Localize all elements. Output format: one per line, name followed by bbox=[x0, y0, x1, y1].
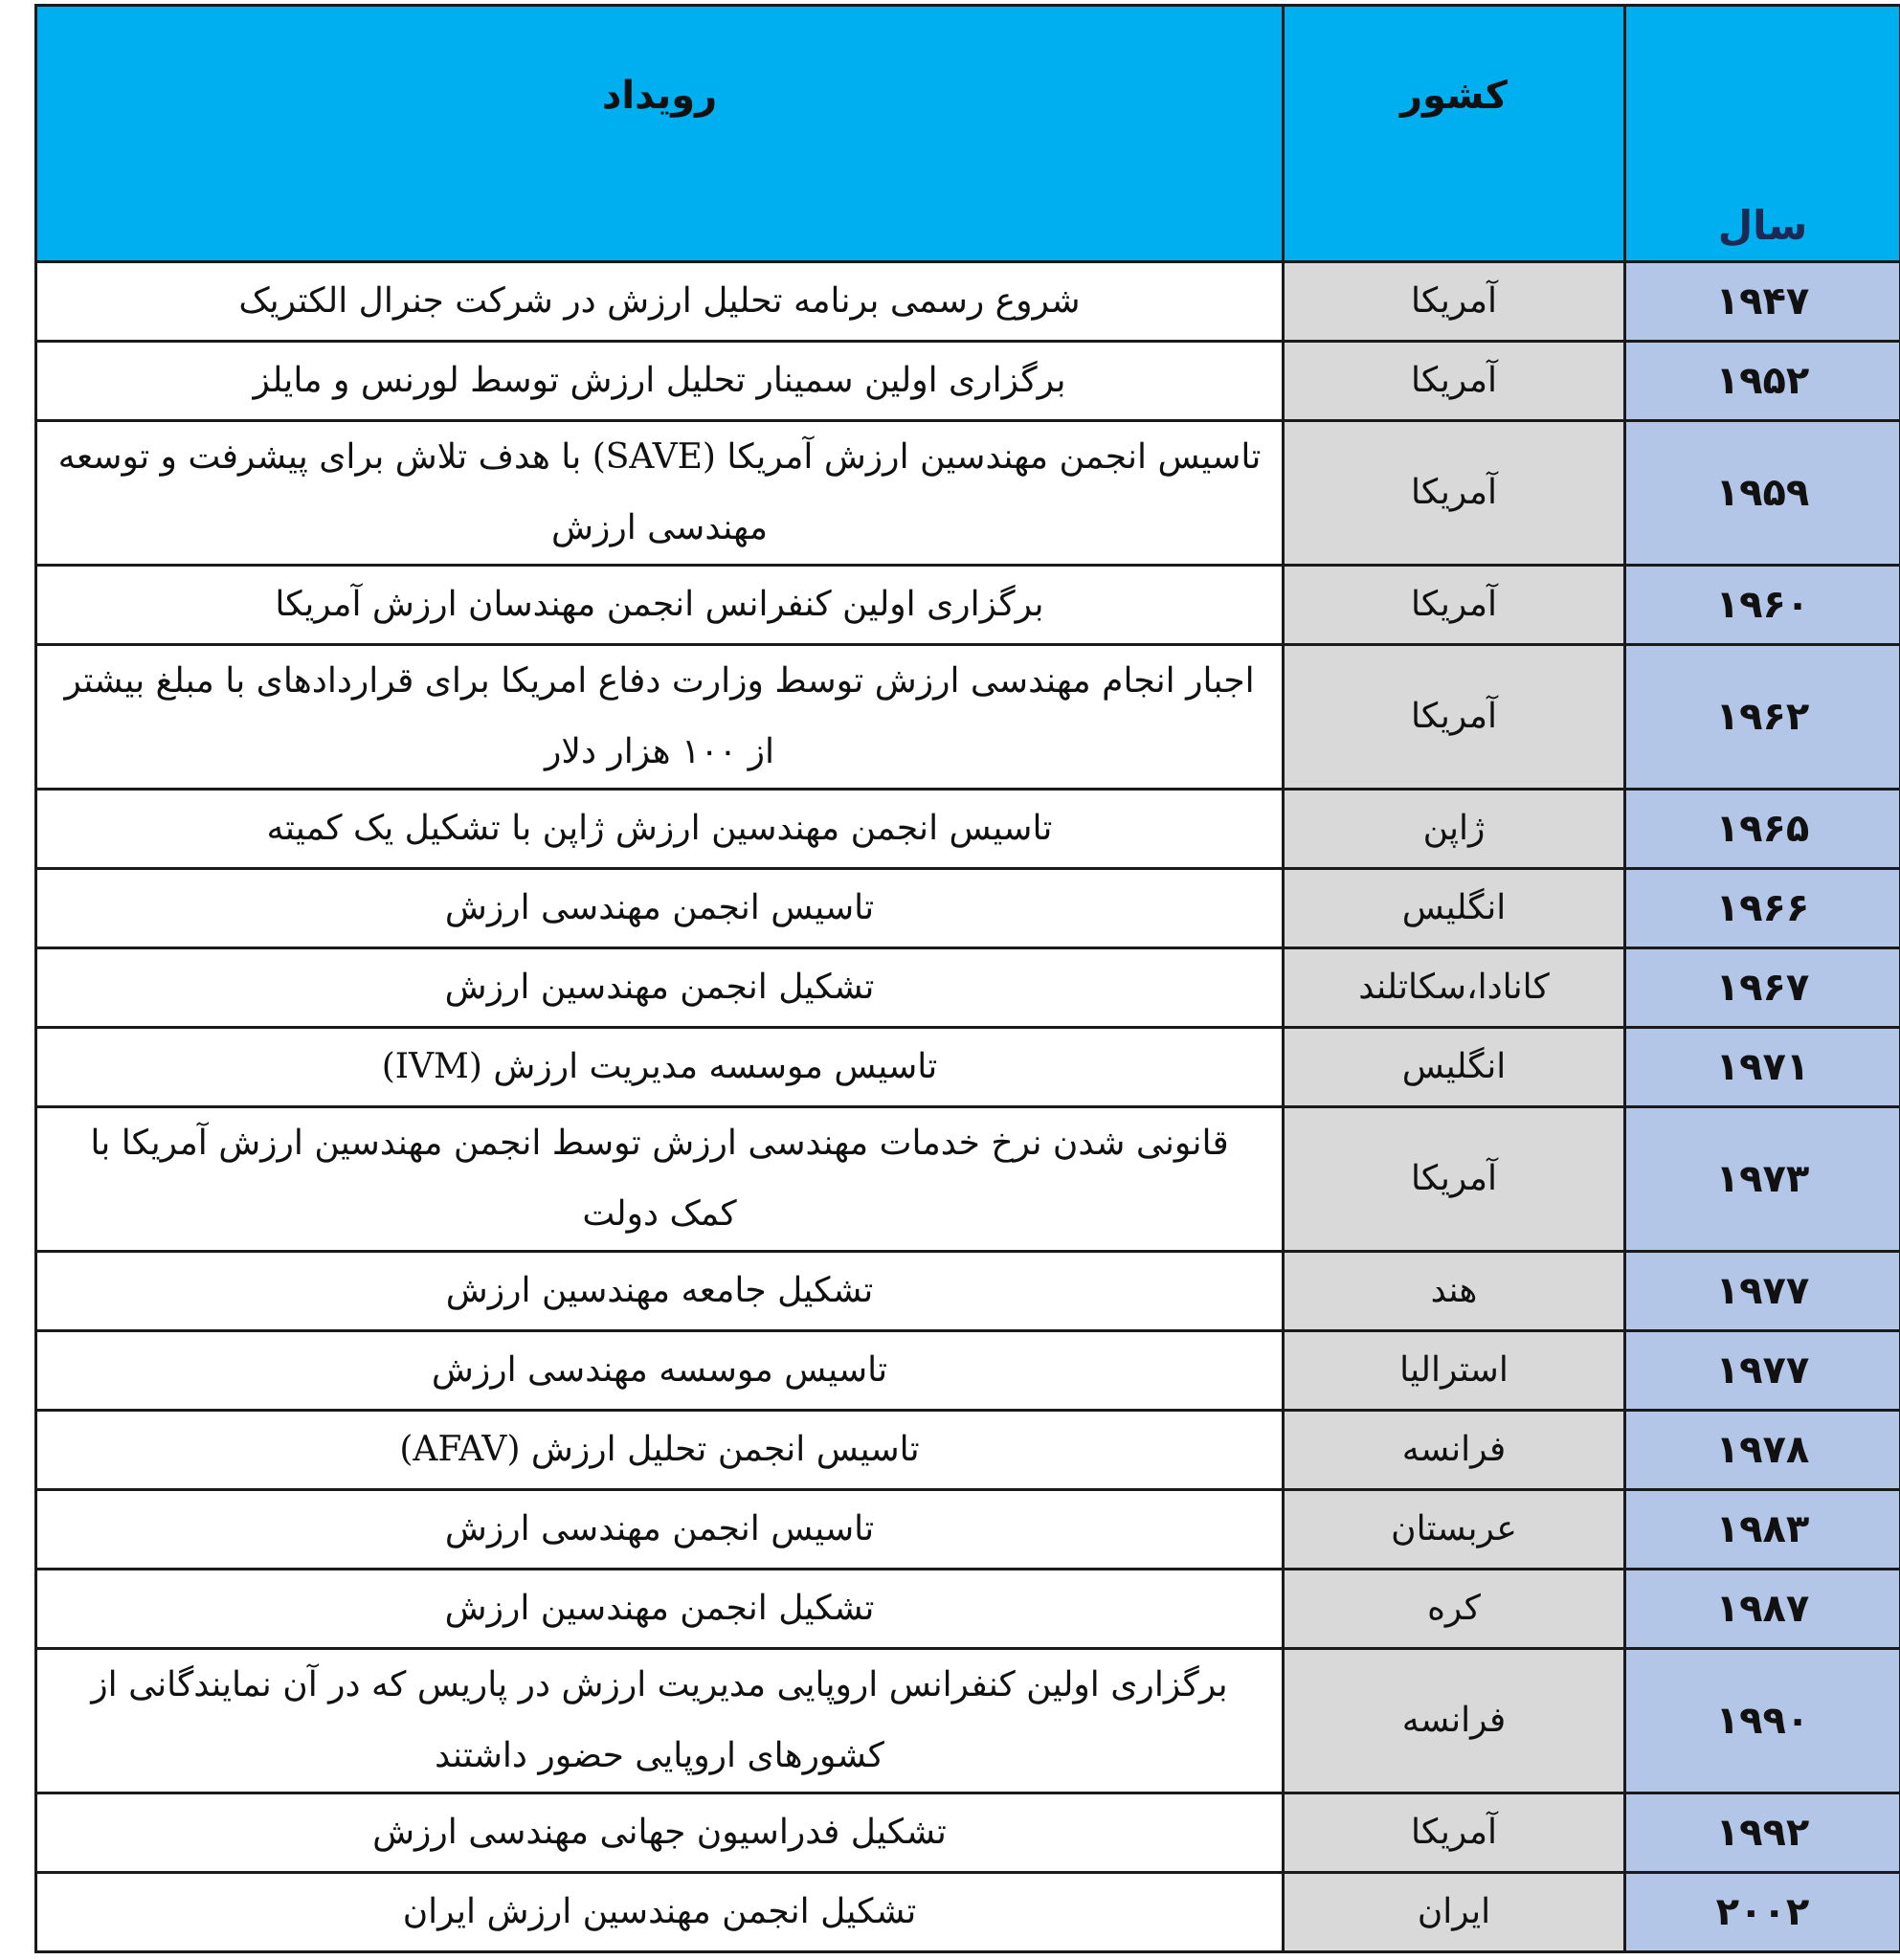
event-cell: تاسیس موسسه مدیریت ارزش (IVM) bbox=[36, 1028, 1284, 1107]
country-cell: استرالیا bbox=[1284, 1331, 1625, 1411]
table-row bbox=[36, 1331, 1900, 1411]
event-cell: تشکیل انجمن مهندسین ارزش bbox=[36, 948, 1284, 1028]
event-cell: برگزاری اولین سمینار تحلیل ارزش توسط لورنس و مایلز bbox=[36, 342, 1284, 421]
year-cell: ۱۹۵۹ bbox=[1625, 421, 1900, 566]
year-cell: ۱۹۴۷ bbox=[1625, 262, 1900, 342]
country-cell: ایران bbox=[1284, 1873, 1625, 1952]
year-cell: ۱۹۶۰ bbox=[1625, 566, 1900, 645]
table-row bbox=[36, 1028, 1900, 1107]
event-cell: تاسیس انجمن تحلیل ارزش (AFAV) bbox=[36, 1411, 1284, 1490]
event-cell: تاسیس انجمن مهندسی ارزش bbox=[36, 869, 1284, 948]
year-cell: ۱۹۹۲ bbox=[1625, 1793, 1900, 1873]
country-cell: آمریکا bbox=[1284, 1107, 1625, 1252]
year-cell: ۱۹۸۳ bbox=[1625, 1490, 1900, 1570]
header-year: سال bbox=[1625, 6, 1900, 262]
year-cell: ۲۰۰۲ bbox=[1625, 1873, 1900, 1952]
country-cell: ژاپن bbox=[1284, 790, 1625, 869]
year-cell: ۱۹۵۲ bbox=[1625, 342, 1900, 421]
history-table-container bbox=[34, 4, 1899, 1953]
table-row bbox=[36, 1252, 1900, 1331]
event-cell: تاسیس انجمن مهندسین ارزش آمریکا (SAVE) با هدف تلاش برای پیشرفت و توسعه مهندسی ارزش bbox=[36, 421, 1284, 566]
country-cell: هند bbox=[1284, 1252, 1625, 1331]
event-cell: قانونی شدن نرخ خدمات مهندسی ارزش توسط انجمن مهندسین ارزش آمریکا با کمک دولت bbox=[36, 1107, 1284, 1252]
year-cell: ۱۹۶۵ bbox=[1625, 790, 1900, 869]
event-cell: برگزاری اولین کنفرانس اروپایی مدیریت ارزش در پاریس که در آن نمایندگانی از کشورهای اروپایی حضور داشتند bbox=[36, 1649, 1284, 1793]
table-row bbox=[36, 1570, 1900, 1649]
year-cell: ۱۹۷۱ bbox=[1625, 1028, 1900, 1107]
event-cell: برگزاری اولین کنفرانس انجمن مهندسان ارزش آمریکا bbox=[36, 566, 1284, 645]
year-cell: ۱۹۹۰ bbox=[1625, 1649, 1900, 1793]
country-cell: عربستان bbox=[1284, 1490, 1625, 1570]
country-cell: انگلیس bbox=[1284, 869, 1625, 948]
table-row bbox=[36, 1873, 1900, 1952]
table-row bbox=[36, 645, 1900, 790]
event-cell: تشکیل انجمن مهندسین ارزش ایران bbox=[36, 1873, 1284, 1952]
table-row bbox=[36, 1490, 1900, 1570]
event-cell: تاسیس انجمن مهندسی ارزش bbox=[36, 1490, 1284, 1570]
country-cell: انگلیس bbox=[1284, 1028, 1625, 1107]
year-cell: ۱۹۶۲ bbox=[1625, 645, 1900, 790]
country-cell: فرانسه bbox=[1284, 1649, 1625, 1793]
header-country: کشور bbox=[1284, 6, 1625, 262]
country-cell: آمریکا bbox=[1284, 262, 1625, 342]
event-cell: تاسیس موسسه مهندسی ارزش bbox=[36, 1331, 1284, 1411]
table-row bbox=[36, 869, 1900, 948]
table-row bbox=[36, 1649, 1900, 1793]
year-cell: ۱۹۷۷ bbox=[1625, 1252, 1900, 1331]
header-row bbox=[36, 6, 1900, 262]
table-row bbox=[36, 262, 1900, 342]
country-cell: کره bbox=[1284, 1570, 1625, 1649]
table-row bbox=[36, 1793, 1900, 1873]
event-cell: شروع رسمی برنامه تحلیل ارزش در شرکت جنرال الکتریک bbox=[36, 262, 1284, 342]
country-cell: فرانسه bbox=[1284, 1411, 1625, 1490]
year-cell: ۱۹۷۳ bbox=[1625, 1107, 1900, 1252]
header-event: رویداد bbox=[36, 6, 1284, 262]
event-cell: تشکیل انجمن مهندسین ارزش bbox=[36, 1570, 1284, 1649]
event-cell: تشکیل جامعه مهندسین ارزش bbox=[36, 1252, 1284, 1331]
table-row bbox=[36, 342, 1900, 421]
year-cell: ۱۹۶۶ bbox=[1625, 869, 1900, 948]
table-row bbox=[36, 566, 1900, 645]
year-cell: ۱۹۷۷ bbox=[1625, 1331, 1900, 1411]
country-cell: آمریکا bbox=[1284, 342, 1625, 421]
table-row bbox=[36, 421, 1900, 566]
country-cell: آمریکا bbox=[1284, 1793, 1625, 1873]
country-cell: آمریکا bbox=[1284, 566, 1625, 645]
event-cell: اجبار انجام مهندسی ارزش توسط وزارت دفاع امریکا برای قراردادهای با مبلغ بیشتر از ۱۰۰ هزار دلار bbox=[36, 645, 1284, 790]
table-row bbox=[36, 1411, 1900, 1490]
year-cell: ۱۹۶۷ bbox=[1625, 948, 1900, 1028]
country-cell: آمریکا bbox=[1284, 645, 1625, 790]
value-engineering-history-table bbox=[34, 4, 1900, 1953]
country-cell: کانادا،سکاتلند bbox=[1284, 948, 1625, 1028]
table-row bbox=[36, 790, 1900, 869]
year-cell: ۱۹۷۸ bbox=[1625, 1411, 1900, 1490]
table-row bbox=[36, 948, 1900, 1028]
table-header bbox=[36, 6, 1900, 262]
table-body bbox=[36, 262, 1900, 1952]
country-cell: آمریکا bbox=[1284, 421, 1625, 566]
event-cell: تاسیس انجمن مهندسین ارزش ژاپن با تشکیل یک کمیته bbox=[36, 790, 1284, 869]
year-cell: ۱۹۸۷ bbox=[1625, 1570, 1900, 1649]
event-cell: تشکیل فدراسیون جهانی مهندسی ارزش bbox=[36, 1793, 1284, 1873]
table-row bbox=[36, 1107, 1900, 1252]
